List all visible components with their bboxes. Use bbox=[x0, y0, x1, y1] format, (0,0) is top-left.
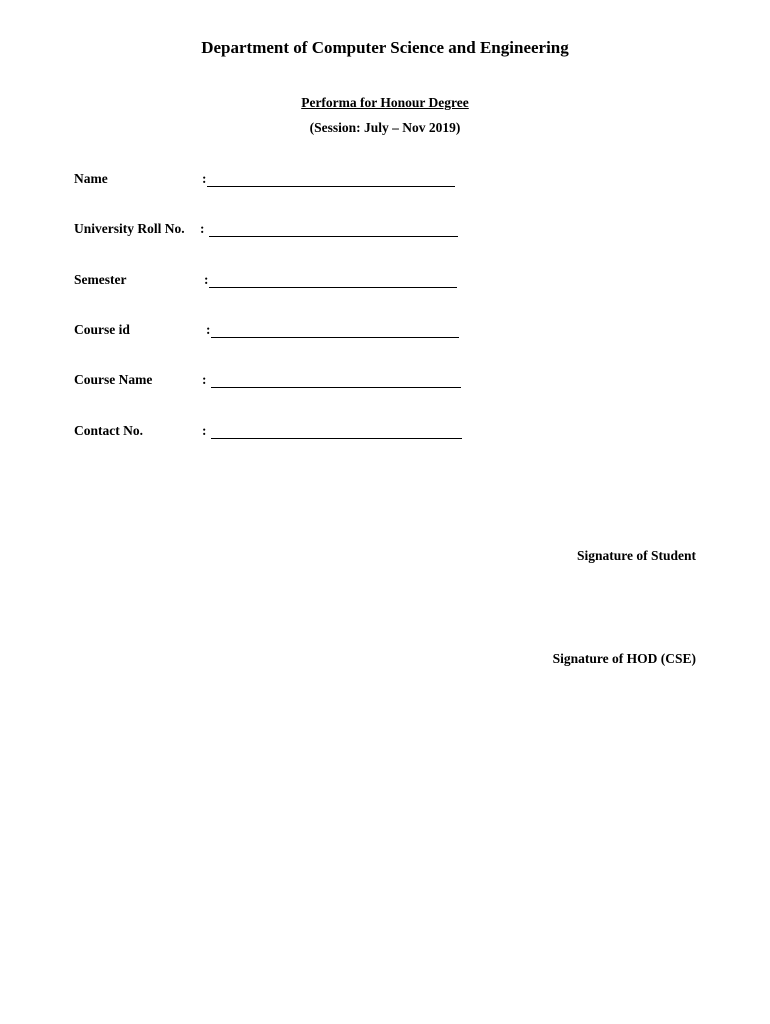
name-input-line[interactable] bbox=[207, 186, 455, 187]
semester-field bbox=[74, 272, 474, 292]
university-roll-no-input-line[interactable] bbox=[209, 236, 458, 237]
session-label: (Session: July – Nov 2019) bbox=[309, 120, 461, 135]
semester-input-line[interactable] bbox=[209, 287, 457, 288]
form-title: Performa for Honour Degree bbox=[301, 95, 469, 110]
course-id-colon: : bbox=[206, 322, 211, 337]
hod-signature-label: Signature of HOD (CSE) bbox=[552, 651, 696, 666]
contact-no-field bbox=[74, 423, 474, 443]
university-roll-no-label: University Roll No. bbox=[74, 221, 185, 236]
semester-label: Semester bbox=[74, 272, 127, 287]
name-field bbox=[74, 171, 474, 191]
course-id-field bbox=[74, 322, 474, 342]
contact-no-label: Contact No. bbox=[74, 423, 143, 438]
contact-no-input-line[interactable] bbox=[211, 438, 462, 439]
course-name-input-line[interactable] bbox=[211, 387, 461, 388]
name-label: Name bbox=[74, 171, 108, 186]
university-roll-no-colon: : bbox=[200, 221, 205, 236]
semester-colon: : bbox=[204, 272, 209, 287]
university-roll-no-field bbox=[74, 221, 474, 241]
course-name-field bbox=[74, 372, 474, 392]
course-id-input-line[interactable] bbox=[211, 337, 459, 338]
course-name-colon: : bbox=[202, 372, 207, 387]
name-colon: : bbox=[202, 171, 207, 186]
student-signature-label: Signature of Student bbox=[576, 548, 696, 563]
page-title: Department of Computer Science and Engineering bbox=[201, 38, 569, 57]
contact-no-colon: : bbox=[202, 423, 207, 438]
course-id-label: Course id bbox=[74, 322, 130, 337]
course-name-label: Course Name bbox=[74, 372, 153, 387]
